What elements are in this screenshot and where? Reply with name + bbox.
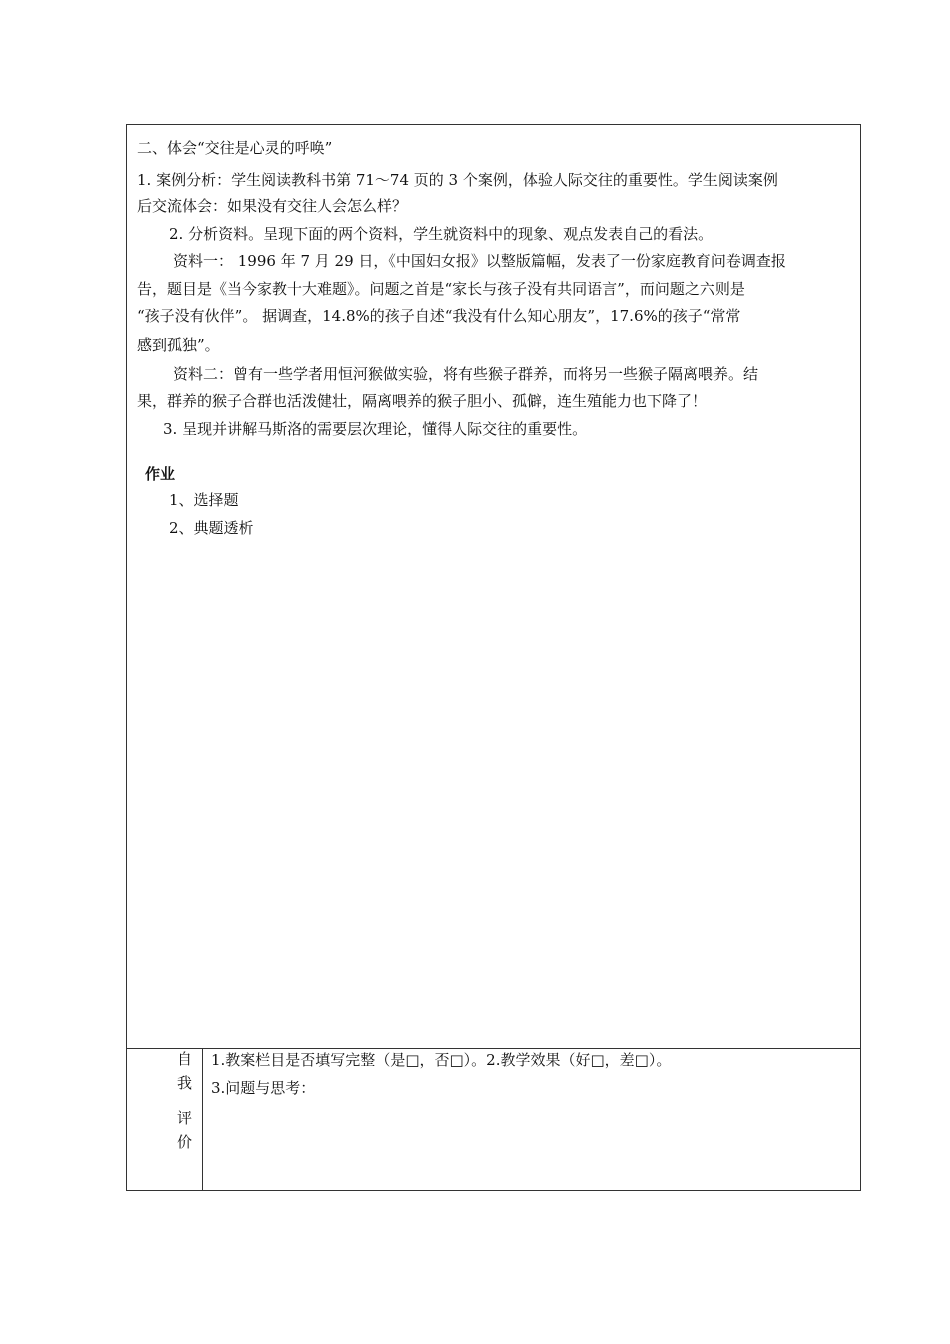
self-eval-label-char: 评	[177, 1109, 193, 1127]
lesson-content-cell	[126, 124, 861, 1049]
homework-title: 作业	[145, 465, 176, 483]
case-analysis-line-2: 后交流体会：如果没有交往人会怎么样？	[137, 197, 408, 215]
material-one-line-1: 资料一： 1996 年 7 月 29 日，《中国妇女报》以整版篇幅，发表了一份家庭教育问卷调查报	[173, 252, 786, 270]
self-eval-label-char: 价	[177, 1133, 193, 1151]
section-title: 二、体会“交往是心灵的呼唤”	[137, 139, 333, 157]
self-eval-label-char: 我	[177, 1074, 193, 1092]
material-two-line-1: 资料二：曾有一些学者用恒河猴做实验，将有些猴子群养，而将另一些猴子隔离喂养。结	[173, 365, 759, 383]
self-eval-label-char: 自	[177, 1050, 193, 1068]
analysis-materials-item: 2. 分析资料。呈现下面的两个资料，学生就资料中的现象、观点发表自己的看法。	[169, 225, 714, 243]
maslow-item: 3. 呈现并讲解马斯洛的需要层次理论，懂得人际交往的重要性。	[163, 420, 588, 438]
homework-item: 1、选择题	[169, 491, 239, 509]
self-evaluation-row	[126, 1048, 861, 1191]
material-one-line-2: 告，题目是《当今家教十大难题》。问题之首是“家长与孩子没有共同语言”，而问题之六则是	[137, 280, 745, 298]
self-eval-reflection-label: 3.问题与思考：	[211, 1079, 316, 1097]
column-divider	[202, 1049, 203, 1190]
material-one-line-3: “孩子没有伙伴”。 据调查，14.8%的孩子自述“我没有什么知心朋友”，17.6%的孩子“常常	[137, 307, 741, 325]
self-eval-checklist: 1.教案栏目是否填写完整（是□，否□）。2.教学效果（好□，差□）。	[211, 1051, 672, 1069]
case-analysis-line-1: 1. 案例分析：学生阅读教科书第 71～74 页的 3 个案例，体验人际交往的重要性。学生阅读案例	[137, 171, 778, 189]
material-two-line-2: 果，群养的猴子合群也活泼健壮，隔离喂养的猴子胆小、孤僻，连生殖能力也下降了！	[137, 392, 708, 410]
homework-item: 2、典题透析	[169, 519, 254, 537]
material-one-line-4: 感到孤独”。	[137, 336, 220, 354]
